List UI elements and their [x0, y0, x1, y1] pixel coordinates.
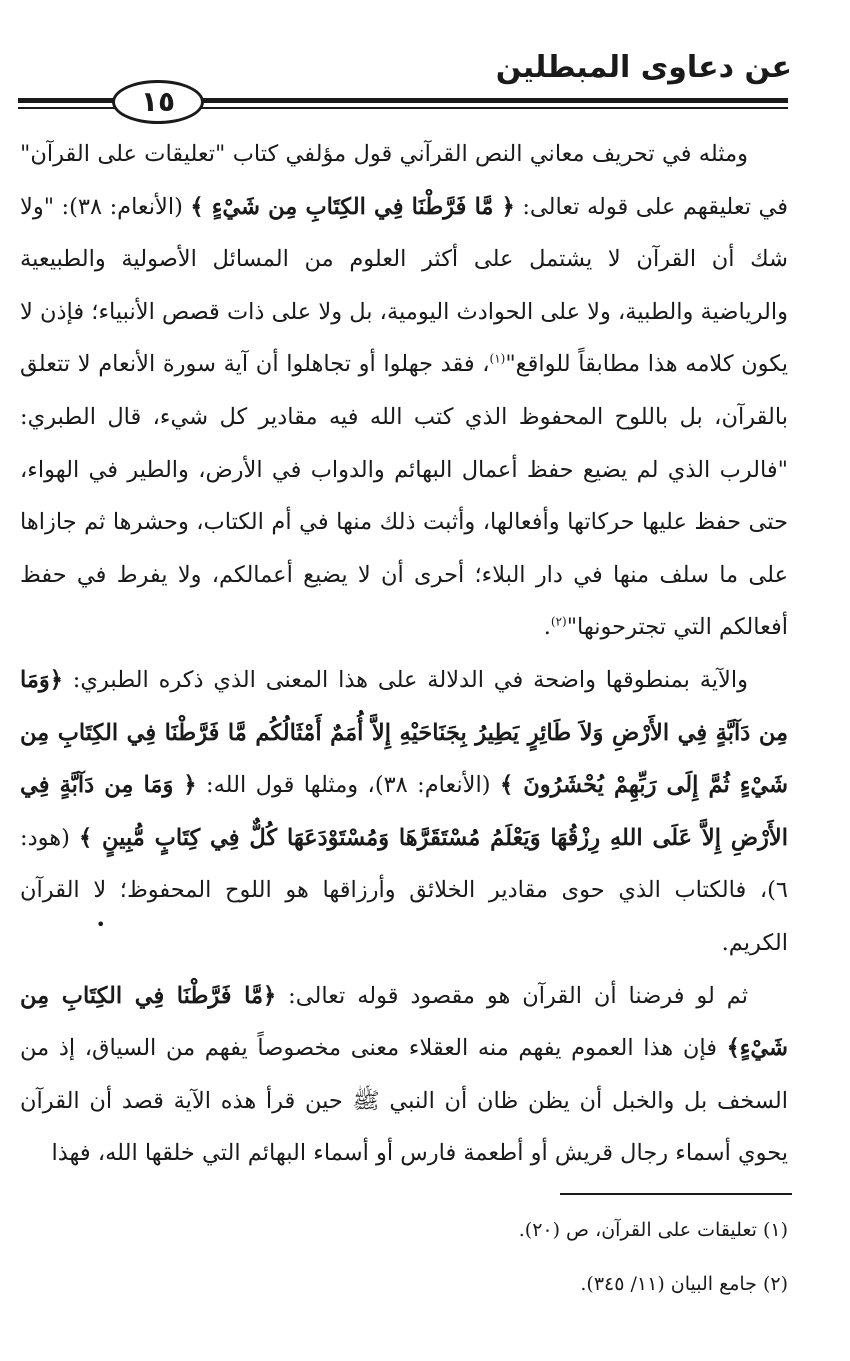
- paragraph-3: [20, 970, 788, 1180]
- paragraph-3-text-1: ثم لو فرضنا أن القرآن هو مقصود قوله تعالى:: [276, 982, 748, 1009]
- paragraph-1-text-2: (الأنعام: ٣٨): "ولا شك أن القرآن لا يشتمل على أكثر العلوم من المسائل الأصولية والطبيعية والرياضية والطبية، ولا على الحوادث اليومية، بل ولا على ذات قصص الأنبياء؛ فإذن لا يكون كلامه هذا مطابقاً للواقع": [20, 193, 788, 378]
- page-number: ١٥: [140, 85, 176, 118]
- quran-verse-4: ﴿مَّا فَرَّطْنَا فِي الكِتَابِ مِن شَيْءٍ﴾: [20, 982, 788, 1062]
- paragraph-1-text-3: ، فقد جهلوا أو تجاهلوا أن آية سورة الأنعام لا تتعلق بالقرآن، بل باللوح المحفوظ الذي كتب الله فيه مقادير كل شيء، قال الطبري: "فالرب الذي لم يضيع حفظ أعمال البهائم والدواب في الأرض، والطير في الهواء، حتى حفظ عليها حركاتها وأفعالها، وأثبت ذلك منها في أم الكتاب، وحشرها ثم جازاها على ما سلف منها في دار البلاء؛ أحرى أن لا يضيع أعمالكم، ولا يفرط في حفظ أفعالكم التي تجترحونها": [20, 351, 788, 641]
- footnote-1: (١) تعليقات على القرآن، ص (٢٠).: [518, 1219, 788, 1241]
- paragraph-2: [20, 654, 788, 970]
- quran-verse-1: ﴿ مَّا فَرَّطْنَا فِي الكِتَابِ مِن شَيْءٍ ﴾: [190, 193, 515, 220]
- footnote-2: (٢) جامع البيان (١١/ ٣٤٥).: [580, 1273, 788, 1295]
- quran-verse-2: ﴿وَمَا مِن دَآبَّةٍ فِي الأَرْضِ وَلاَ طَائِرٍ يَطِيرُ بِجَنَاحَيْهِ إِلاَّ أُمَمٌ أَمْثَالُكُم مَّا فَرَّطْنَا فِي الكِتَابِ مِن شَيْءٍ ثُمَّ إِلَى رَبِّهِمْ يُحْشَرُونَ ﴾: [20, 666, 788, 799]
- paragraph-1-text-4: .: [543, 614, 551, 641]
- main-text: [20, 128, 788, 1180]
- footnote-ref-1[interactable]: (١): [489, 351, 506, 366]
- paragraph-1: [20, 128, 788, 654]
- page-number-badge: [112, 80, 204, 124]
- footnote-separator: [560, 1193, 792, 1195]
- margin-mark: •: [96, 915, 106, 934]
- paragraph-1-text-1: ومثله في تحريف معاني النص القرآني قول مؤلفي كتاب "تعليقات على القرآن" في تعليقهم على قوله تعالى:: [20, 141, 788, 220]
- footnotes: [228, 1203, 788, 1311]
- paragraph-3-text-2: فإن هذا العموم يفهم منه العقلاء معنى مخصوصاً يفهم من السياق، إذ من السخف بل والخبل أن يظن ظان أن النبي ﷺ حين قرأ هذه الآية قصد أن القرآن يحوي أسماء رجال قريش أو أطعمة فارس أو أسماء البهائم التي خلقها الله، فهذا: [20, 1035, 788, 1167]
- paragraph-2-text-2: (الأنعام: ٣٨)، ومثلها قول الله:: [196, 772, 500, 799]
- running-title: عن دعاوى المبطلين: [495, 50, 792, 85]
- paragraph-2-text-3: (هود: ٦)، فالكتاب الذي حوى مقادير الخلائق وأرزاقها هو اللوح المحفوظ؛ لا القرآن الكريم.: [20, 824, 788, 956]
- paragraph-2-text-1: والآية بمنطوقها واضحة في الدلالة على هذا المعنى الذي ذكره الطبري:: [62, 666, 748, 693]
- footnote-ref-2[interactable]: (٢): [550, 614, 567, 629]
- quran-verse-3: ﴿ وَمَا مِن دَآبَّةٍ فِي الأَرْضِ إِلاَّ عَلَى اللهِ رِزْقُهَا وَيَعْلَمُ مُسْتَقَرَّهَا وَمُسْتَوْدَعَهَا كُلٌّ فِي كِتَابٍ مُّبِينٍ ﴾: [20, 772, 788, 851]
